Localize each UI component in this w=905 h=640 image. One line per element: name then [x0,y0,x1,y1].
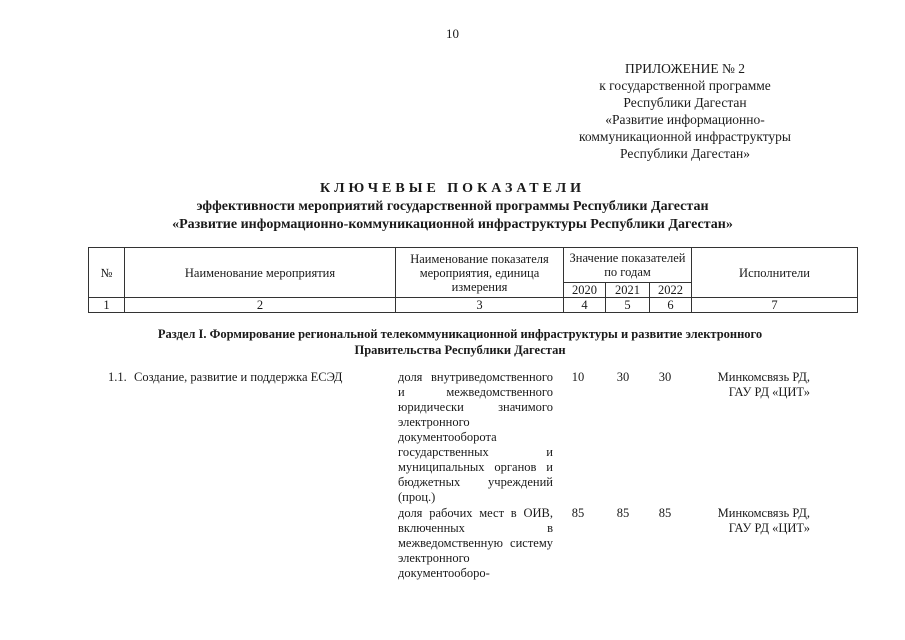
appendix-header [540,60,830,162]
row-value-2021: 30 [616,370,630,384]
row-executor: Минкомсвязь РД, ГАУ РД «ЦИТ» [717,506,810,535]
row-executor: Минкомсвязь РД, ГАУ РД «ЦИТ» [717,370,810,399]
document-title [0,180,905,234]
column-index: 2 [125,298,396,313]
row-event-name: Создание, развитие и поддержка ЕСЭД [134,370,343,384]
title-subtitle: эффективности мероприятий государственной программы Республики Дагестан [196,199,709,214]
column-index: 7 [692,298,858,313]
header-indicator-name: Наименование показателя мероприятия, единица измерения [396,248,564,298]
row-value-2022: 30 [658,370,672,384]
section-line: Раздел I. Формирование региональной телекоммуникационной инфраструктуры и развитие электронного [157,327,763,341]
page-number: 10 [446,26,459,41]
title-subtitle: «Развитие информационно-коммуникационной инфраструктуры Республики Дагестан» [172,217,733,232]
column-index: 4 [564,298,606,313]
appendix-line: «Развитие информационно- [605,112,765,127]
header-year: 2022 [650,283,692,298]
row-value-2020: 10 [571,370,585,384]
indicators-table-header [88,247,858,313]
header-num: № [89,248,125,298]
header-executors: Исполнители [692,248,858,298]
appendix-line: Республики Дагестан» [619,146,750,161]
header-event-name: Наименование мероприятия [125,248,396,298]
section-heading [100,326,820,358]
column-index: 5 [606,298,650,313]
title-main: КЛЮЧЕВЫЕ ПОКАЗАТЕЛИ [319,181,586,196]
row-indicator: доля рабочих мест в ОИВ, включенных в межведомственную систему электронного документооборо- [398,506,553,580]
header-values-by-year: Значение показателей по годам [564,248,692,283]
row-value-2020: 85 [571,506,585,520]
section-line: Правительства Республики Дагестан [354,343,566,357]
row-number: 1.1. [108,370,127,384]
appendix-line: коммуникационной инфраструктуры [579,129,791,144]
header-year: 2021 [606,283,650,298]
row-value-2022: 85 [658,506,672,520]
appendix-line: к государственной программе [599,78,771,93]
column-index: 6 [650,298,692,313]
row-value-2021: 85 [616,506,630,520]
column-index: 3 [396,298,564,313]
appendix-line: ПРИЛОЖЕНИЕ № 2 [624,61,746,76]
header-year: 2020 [564,283,606,298]
column-index: 1 [89,298,125,313]
appendix-line: Республики Дагестан [623,95,747,110]
row-indicator: доля внутриведомственного и межведомственного юридически значимого электронного документооборота государственных и муниципальных органов и бюджетных учреждений (проц.) [398,370,553,504]
